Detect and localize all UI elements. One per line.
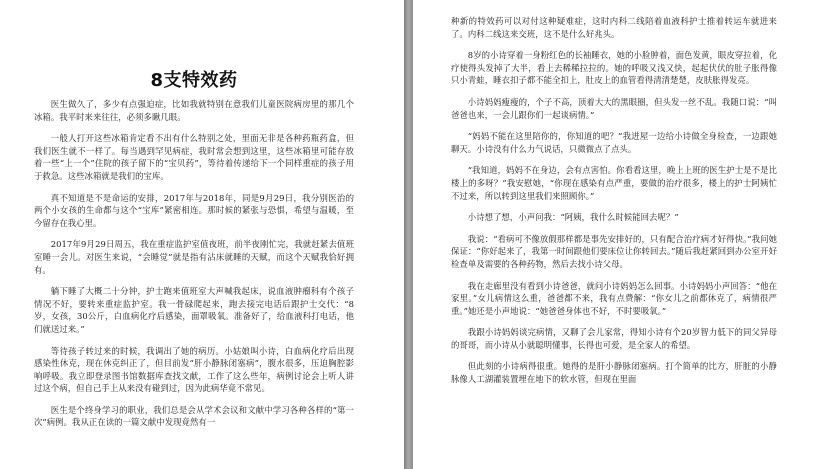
right-paragraph-1: 种新的特效药可以对付这种疑难症，这时内科二线陪着血液科护士推着转运车就进来了。内科二线这来交班，这不是什么好兆头。 — [451, 16, 777, 39]
right-paragraph-9: 我跟小诗妈妈谈完病情，又聊了会儿家常，得知小诗有个20岁智力低下的同父异母的哥哥，而小诗从小就聪明懂事，长得也可爱，是全家人的希望。 — [451, 327, 777, 350]
right-paragraph-3: 小诗妈妈瘦瘦的，个子不高，顶着大大的黑眼圈，但头发一丝不乱。我随口说：“叫爸爸也来，一会儿跟你们一起谈病情。” — [451, 96, 777, 120]
left-page — [0, 0, 404, 469]
left-paragraph-7: 医生是个终身学习的职业，我们总是会从学术会议和文献中学习各种各样的“第一次”病例。我从正在读的一篇文献中发现竟然有一 — [34, 404, 354, 428]
left-paragraph-5: 躺下睡了大概二十分钟，护士跑来值班室大声喊我起床，说血液肿瘤科有个孩子情况不好，要转来重症监护室。我一骨碌爬起来，跑去接完电话后跟护士交代：“8岁，女孩，30公斤，白血病化疗后感染，面罩吸氧。准备好了，给血液科打电话，他们就送过来。” — [34, 286, 354, 334]
right-paragraph-8: 我在走廊里没有看到小诗爸爸，就问小诗妈妈怎么回事。小诗妈妈小声回答：“他在家里。”女儿病情这么重，爸爸都不来，我有点费解：“你女儿之前都休克了，病情很严重。”她还是小声地说：“她爸爸身体也不好，不时要吸氧。” — [451, 280, 777, 316]
left-paragraph-1: 医生做久了，多少有点强迫症，比如我就特别在意我们儿童医院病房里的那几个冰箱。我平时来来往往，必须多瞅几眼。 — [34, 99, 354, 122]
page-gutter — [404, 0, 413, 469]
right-paragraph-4: “妈妈不能在这里陪你的，你知道的吧？”我进屋一边给小诗做全身检查，一边跟她聊天。小诗没有什么力气说话，只微微点了点头。 — [451, 131, 777, 154]
left-paragraph-2: 一般人打开这些冰箱肯定看不出有什么特别之处，里面无非是各种药瓶药盒，但我们医生就不一样了。每当遇到罕见病症，我时常会想到这里，这些冰箱里可能存放着一些“上一个”住院的孩子留下的“宝贝药”，等待着传递给下一个同样重症的孩子用于救急。这些冰箱就是我们的宝库。 — [34, 133, 354, 181]
left-paragraph-4: 2017年9月29日周五，我在重症监护室值夜班，前半夜刚忙完，我就赶紧去值班室睡一会儿。对医生来说，“会睡觉”就是指有沾床就睡的天赋，而这个天赋我恰好拥有。 — [34, 239, 354, 275]
left-paragraph-6: 等待孩子转过来的时候，我调出了她的病历。小姑娘叫小诗，白血病化疗后出现感染性休克，现在休克纠正了，但目前发“肝小静脉闭塞病”，腹水很多，压迫胸腔影响呼吸。我立即登录图书馆数据库查找文献，工作了这么些年，病例讨论会上听人讲过这个病，但自己手上从来没有碰到过，因为此病华竟不常见。 — [34, 345, 354, 394]
right-paragraph-5: “我知道，妈妈不在身边，会有点害怕。你看看这里，晚上上班的医生护士是不是比楼上的多呀？”我安慰她，“你现在感染有点严重，要做的治疗很多，楼上的护士阿姨忙不过来，所以转到这里我们来照顾你。” — [451, 165, 777, 201]
right-paragraph-6: 小诗想了想，小声问我：“阿姨，我什么时候能回去呢？” — [467, 212, 679, 223]
right-paragraph-10: 但此刻的小诗病得很重。她得的是肝小静脉闭塞病。打个简单的比方，肝脏的小静脉像人工湖灌装置埋在地下的软水管，但现在里面 — [451, 361, 777, 385]
chapter-title: 8支特效药 — [150, 70, 238, 91]
right-page — [413, 0, 820, 469]
right-paragraph-7: 我说：“看病可不像放假那样都是事先安排好的，只有配合治疗病才好得快。”我问她保证：“你好起来了，我第一时间跟他们要床位让你转回去。”随后我赶紧回到办公室开好检查单及需要的各种药物，然后去找小诗父母。 — [451, 233, 777, 269]
right-paragraph-2: 8岁的小诗穿着一身粉红色的长袖睡衣，她的小脸肿着，面色发黄，眼皮穿拉着，化疗使得头发掉了大半，看上去稀稀拉拉的。她的呼吸又浅又快，起起伏伏的肚子胀得像只小青蛙，睡衣扣子都不能全扣上，肚皮上的血管看得清清楚楚，皮肤胀得发亮。 — [451, 50, 777, 86]
left-paragraph-3: 真不知道是不是命运的安排，2017年与2018年，同是9月29日，我分别医治的两个小女孩的生命都与这个“宝库”紧密相连。那时候的紧张与恐惧，希望与温暖，至今留存在我心里。 — [34, 192, 354, 228]
